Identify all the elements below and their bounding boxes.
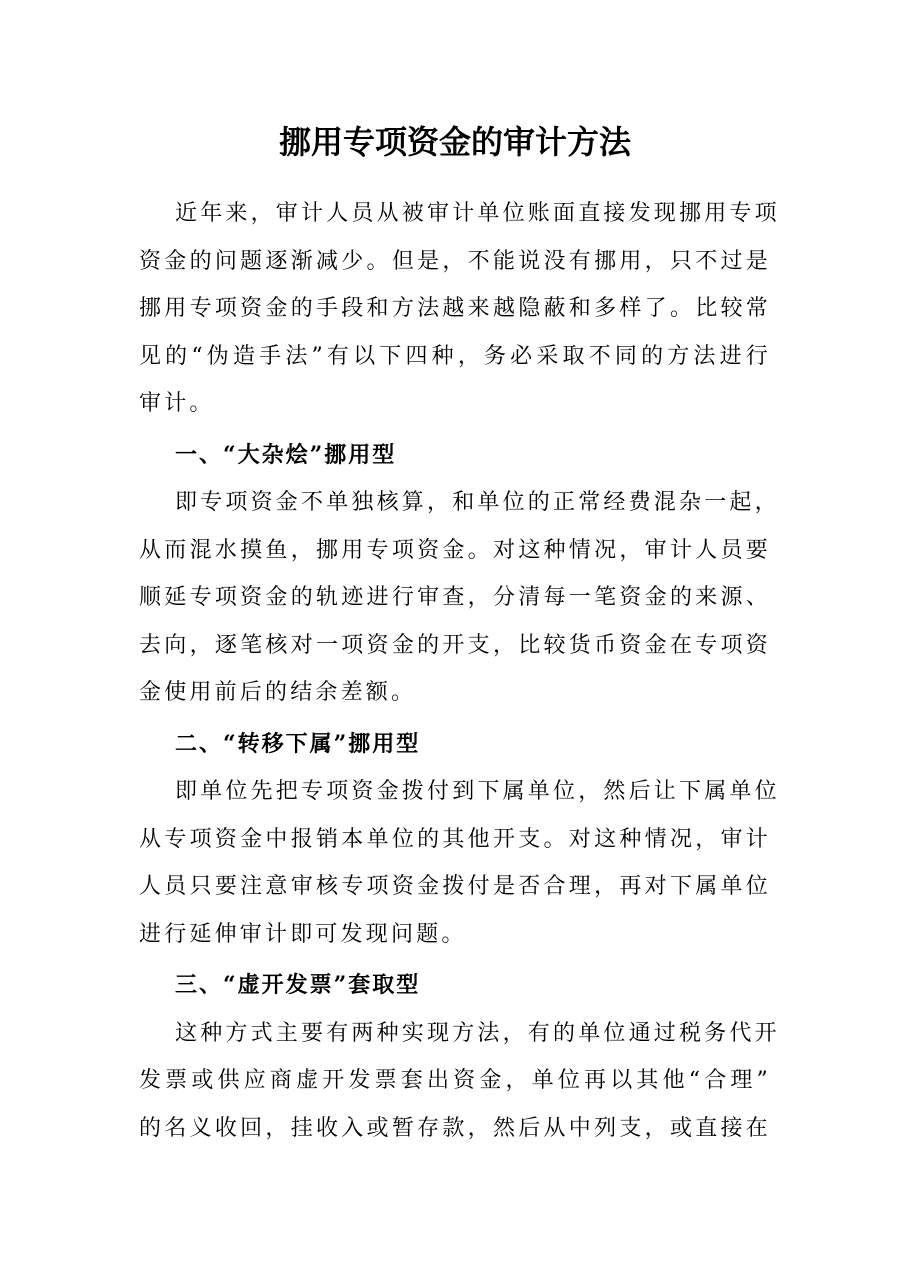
paragraph-line: 挪用专项资金的手段和方法越来越隐蔽和多样了。比较常 bbox=[139, 296, 771, 321]
paragraph-line: 人员只要注意审核专项资金拨付是否合理，再对下属单位 bbox=[139, 874, 771, 899]
paragraph-line: 从专项资金中报销本单位的其他开支。对这种情况，审计 bbox=[139, 826, 771, 852]
section-heading-1: 一、“大杂烩”挪用型 bbox=[175, 441, 397, 468]
document-page bbox=[139, 112, 780, 1152]
paragraph-line: 去向，逐笔核对一项资金的开支，比较货币资金在专项资 bbox=[139, 632, 771, 658]
paragraph-line: 发票或供应商虚开发票套出资金，单位再以其他“合理” bbox=[139, 1068, 771, 1093]
document-title: 挪用专项资金的审计方法 bbox=[278, 123, 631, 161]
paragraph-line: 见的“伪造手法”有以下四种，务必采取不同的方法进行 bbox=[139, 343, 771, 369]
intro-paragraph bbox=[139, 190, 780, 428]
paragraph-line: 这种方式主要有两种实现方法，有的单位通过税务代开 bbox=[175, 1020, 780, 1046]
paragraph-line: 资金的问题逐渐减少。但是，不能说没有挪用，只不过是 bbox=[139, 248, 771, 274]
paragraph-line: 即专项资金不单独核算，和单位的正常经费混杂一起， bbox=[175, 490, 780, 515]
paragraph-line: 的名义收回，挂收入或暂存款，然后从中列支，或直接在 bbox=[139, 1115, 771, 1141]
paragraph-line: 即单位先把专项资金拨付到下属单位，然后让下属单位 bbox=[175, 779, 780, 804]
section-paragraph-3 bbox=[139, 1010, 780, 1153]
paragraph-line: 顺延专项资金的轨迹进行审查，分清每一笔资金的来源、 bbox=[139, 585, 771, 610]
section-paragraph-2 bbox=[139, 768, 780, 958]
section-paragraph-1 bbox=[139, 479, 780, 717]
paragraph-line: 近年来，审计人员从被审计单位账面直接发现挪用专项 bbox=[175, 201, 780, 226]
section-heading-3: 三、“虚开发票”套取型 bbox=[175, 972, 421, 998]
paragraph-line: 进行延伸审计即可发现问题。 bbox=[139, 921, 467, 947]
paragraph-line: 从而混水摸鱼，挪用专项资金。对这种情况，审计人员要 bbox=[139, 537, 771, 563]
paragraph-line: 金使用前后的结余差额。 bbox=[139, 680, 417, 705]
section-heading-2: 二、“转移下属”挪用型 bbox=[175, 730, 421, 757]
paragraph-line: 审计。 bbox=[139, 391, 215, 416]
